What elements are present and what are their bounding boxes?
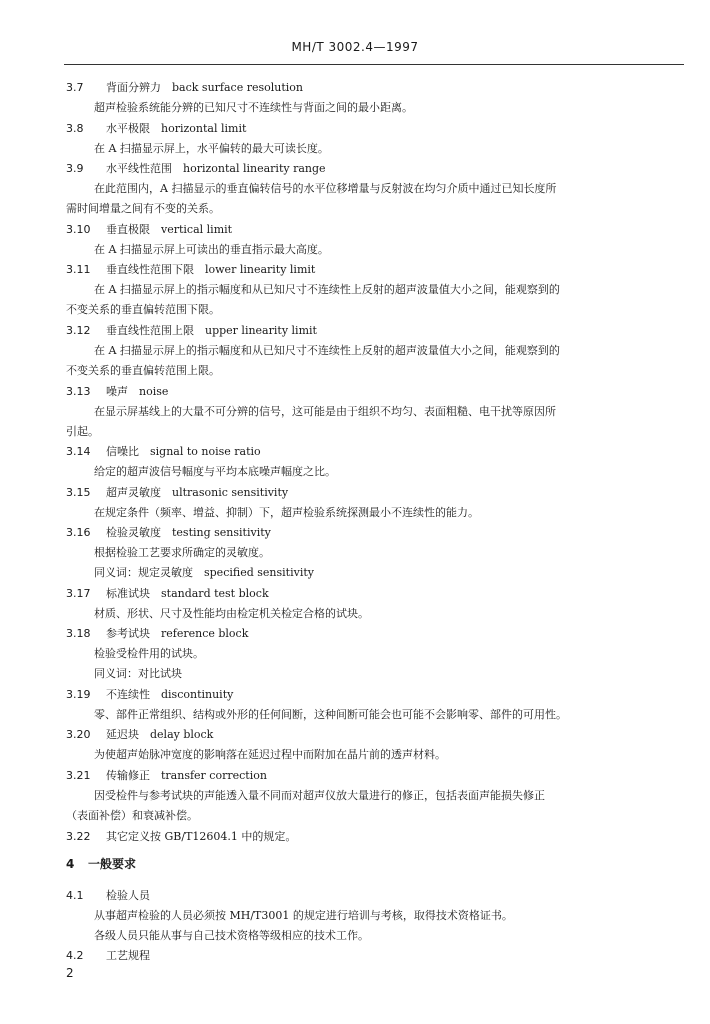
body-line: 零、部件正常组织、结构或外形的任何间断，这种间断可能会也可能不会影响零、部件的可用性。 bbox=[94, 708, 567, 721]
body-line: 引起。 bbox=[66, 425, 99, 438]
clause-text: 垂直极限 vertical limit bbox=[106, 223, 233, 236]
term-heading bbox=[66, 586, 269, 602]
header-rule bbox=[64, 64, 684, 65]
body-line: 根据检验工艺要求所确定的灵敏度。 bbox=[94, 546, 270, 559]
body-line: 在此范围内，A 扫描显示的垂直偏转信号的水平位移增量与反射波在均匀介质中通过已知长度所 bbox=[94, 182, 557, 195]
body-line: 需时间增量之间有不变的关系。 bbox=[66, 202, 220, 215]
clause-number: 3.18 bbox=[66, 627, 91, 640]
clause-number: 3.20 bbox=[66, 728, 91, 741]
body-line: 同义词：规定灵敏度 specified sensitivity bbox=[94, 566, 314, 579]
term-heading bbox=[66, 525, 271, 541]
clause-text: 传输修正 transfer correction bbox=[106, 769, 267, 782]
body-line: 各级人员只能从事与自己技术资格等级相应的技术工作。 bbox=[94, 929, 369, 942]
term-heading bbox=[66, 121, 246, 137]
clause-number: 3.16 bbox=[66, 526, 91, 539]
clause-number: 4.1 bbox=[66, 889, 84, 902]
clause-text: 标准试块 standard test block bbox=[106, 587, 269, 600]
clause-number: 3.7 bbox=[66, 81, 84, 94]
clause-text: 垂直线性范围上限 upper linearity limit bbox=[106, 324, 317, 337]
section-title: 一般要求 bbox=[88, 857, 137, 871]
term-heading bbox=[66, 485, 288, 501]
clause-number: 3.10 bbox=[66, 223, 91, 236]
body-line: 在 A 扫描显示屏上的指示幅度和从已知尺寸不连续性上反射的超声波量值大小之间，能观察到的 bbox=[94, 283, 560, 296]
term-heading bbox=[66, 768, 267, 784]
clause-number: 3.11 bbox=[66, 263, 91, 276]
subsection-heading bbox=[66, 888, 150, 904]
clause-number: 3.22 bbox=[66, 830, 91, 843]
body-line: 因受检件与参考试块的声能透入量不同而对超声仪放大量进行的修正，包括表面声能损失修正 bbox=[94, 789, 545, 802]
clause-number: 3.21 bbox=[66, 769, 91, 782]
body-line: 给定的超声波信号幅度与平均本底噪声幅度之比。 bbox=[94, 465, 336, 478]
term-heading bbox=[66, 829, 296, 845]
term-heading bbox=[66, 262, 315, 278]
body-line: 为使超声始脉冲宽度的影响落在延迟过程中而附加在晶片前的透声材料。 bbox=[94, 748, 446, 761]
clause-number: 3.13 bbox=[66, 385, 91, 398]
term-heading bbox=[66, 626, 248, 642]
body-line: 同义词：对比试块 bbox=[94, 667, 182, 680]
clause-text: 超声灵敏度 ultrasonic sensitivity bbox=[106, 486, 289, 499]
body-line: 在显示屏基线上的大量不可分辨的信号，这可能是由于组织不均匀、表面粗糙、电干扰等原因所 bbox=[94, 405, 556, 418]
body-line: 超声检验系统能分辨的已知尺寸不连续性与背面之间的最小距离。 bbox=[94, 101, 413, 114]
clause-text: 延迟块 delay block bbox=[106, 728, 214, 741]
body-line: 不变关系的垂直偏转范围下限。 bbox=[66, 303, 220, 316]
term-heading bbox=[66, 727, 213, 743]
clause-number: 3.9 bbox=[66, 162, 84, 175]
body-line: 在规定条件（频率、增益、抑制）下，超声检验系统探测最小不连续性的能力。 bbox=[94, 506, 479, 519]
term-heading bbox=[66, 323, 317, 339]
body-line: 在 A 扫描显示屏上的指示幅度和从已知尺寸不连续性上反射的超声波量值大小之间，能观察到的 bbox=[94, 344, 560, 357]
clause-text: 参考试块 reference block bbox=[106, 627, 249, 640]
clause-number: 3.19 bbox=[66, 688, 91, 701]
clause-text: 噪声 noise bbox=[106, 385, 169, 398]
clause-text: 背面分辨力 back surface resolution bbox=[106, 81, 303, 94]
body-line: （表面补偿）和衰减补偿。 bbox=[66, 809, 198, 822]
clause-number: 4.2 bbox=[66, 949, 84, 962]
term-heading bbox=[66, 80, 303, 96]
term-heading bbox=[66, 687, 233, 703]
term-heading bbox=[66, 161, 326, 177]
section-number: 4 bbox=[66, 857, 75, 871]
clause-text: 工艺规程 bbox=[106, 949, 150, 962]
clause-text: 检验灵敏度 testing sensitivity bbox=[106, 526, 271, 539]
clause-number: 3.8 bbox=[66, 122, 84, 135]
term-heading bbox=[66, 444, 261, 460]
term-heading bbox=[66, 384, 168, 400]
clause-text: 不连续性 discontinuity bbox=[106, 688, 234, 701]
body-line: 材质、形状、尺寸及性能均由检定机关检定合格的试块。 bbox=[94, 607, 369, 620]
clause-number: 3.14 bbox=[66, 445, 91, 458]
clause-text: 信噪比 signal to noise ratio bbox=[106, 445, 261, 458]
body-line: 在 A 扫描显示屏上，水平偏转的最大可读长度。 bbox=[94, 142, 329, 155]
clause-text: 水平极限 horizontal limit bbox=[106, 122, 247, 135]
clause-text: 水平线性范围 horizontal linearity range bbox=[106, 162, 326, 175]
body-line: 检验受检件用的试块。 bbox=[94, 647, 204, 660]
body-line: 在 A 扫描显示屏上可读出的垂直指示最大高度。 bbox=[94, 243, 329, 256]
page-number: 2 bbox=[66, 966, 74, 980]
clause-text: 垂直线性范围下限 lower linearity limit bbox=[106, 263, 316, 276]
clause-number: 3.15 bbox=[66, 486, 91, 499]
subsection-heading bbox=[66, 948, 150, 964]
body-line: 不变关系的垂直偏转范围上限。 bbox=[66, 364, 220, 377]
clause-number: 3.17 bbox=[66, 587, 91, 600]
clause-text: 检验人员 bbox=[106, 889, 150, 902]
body-line: 从事超声检验的人员必须按 MH/T3001 的规定进行培训与考核，取得技术资格证书。 bbox=[94, 909, 513, 922]
term-heading bbox=[66, 222, 232, 238]
section-heading bbox=[66, 856, 136, 872]
clause-number: 3.12 bbox=[66, 324, 91, 337]
standard-code-header: MH/T 3002.4—1997 bbox=[291, 40, 419, 54]
clause-text: 其它定义按 GB/T12604.1 中的规定。 bbox=[106, 830, 297, 843]
